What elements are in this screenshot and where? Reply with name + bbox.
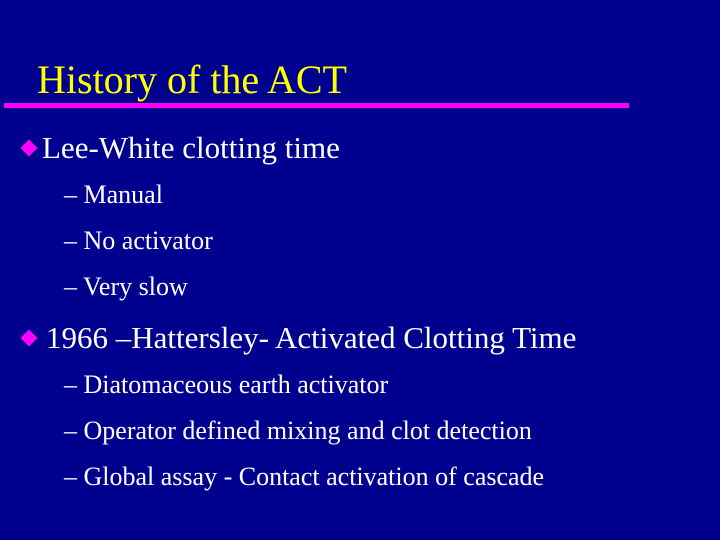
- subitem: – Manual: [64, 180, 163, 209]
- subitem: – Diatomaceous earth activator: [64, 370, 389, 399]
- bullet-text: 1966 –Hattersley- Activated Clotting Time: [46, 320, 577, 355]
- slide-title: History of the ACT: [37, 57, 347, 102]
- diamond-bullet-icon: [21, 140, 38, 157]
- subitem: – Operator defined mixing and clot detection: [64, 416, 532, 445]
- subitem: – No activator: [64, 226, 213, 255]
- bullet-lee-white: [23, 130, 340, 166]
- diamond-bullet-icon: [21, 330, 38, 347]
- bullet-hattersley: [23, 320, 576, 356]
- subitem: – Global assay - Contact activation of cascade: [64, 462, 545, 491]
- subitem: – Very slow: [64, 272, 188, 301]
- title-underline: [4, 103, 629, 108]
- bullet-text: Lee-White clotting time: [42, 130, 340, 165]
